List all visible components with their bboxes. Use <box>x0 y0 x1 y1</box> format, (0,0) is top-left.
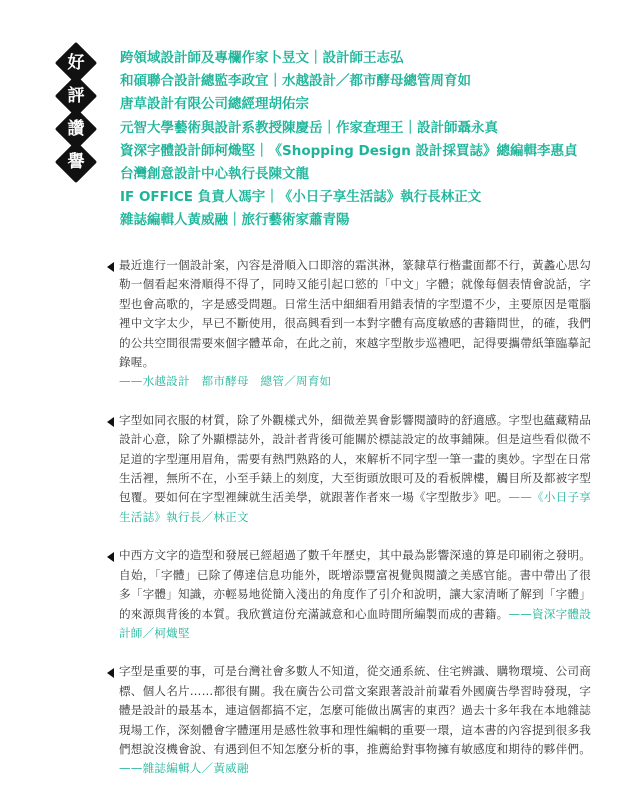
quote-list <box>107 256 591 798</box>
quote-attribution: ——雜誌編輯人／黃威融 <box>119 761 249 776</box>
praise-badge <box>55 141 97 183</box>
quote-block <box>107 662 591 778</box>
endorser-line: 唐草設計有限公司總經理胡佑宗 <box>120 96 309 113</box>
endorser-line: IF OFFICE 負責人馮宇｜《小日子享生活誌》執行長林正文 <box>120 189 482 206</box>
quote-attribution: ——《小日子享生活誌》執行長／林正文 <box>119 490 591 524</box>
quote-body: 最近進行一個設計案，內容是滑順入口即溶的霜淇淋，篆隸草行楷畫面都不行，黃蠡心思勾勒一個看起來滑順得不得了，同時又能引起口慾的「中文」字體；就像每個表情會說話，字型也會高歌的，字是感受問題。日常生活中細細看用錯表情的字型還不少，主要原因是電腦裡中文字太少，早已不斷使用，很高興看到一本對字體有高度敏感的書籍問世，的確，我們的公共空間很需要來個字體革命，在此之前，來越字型散步巡禮吧，記得要攜帶紙筆臨摹記錄喔。 <box>119 258 591 370</box>
endorser-line: 跨領域設計師及專欄作家卜昱文｜設計師王志弘 <box>120 50 404 66</box>
badge-char: 評 <box>67 85 85 106</box>
badge-char: 讚 <box>67 118 85 139</box>
endorser-line: 和碩聯合設計總監李政宜｜水越設計／都市酵母總管周育如 <box>120 73 471 90</box>
quote-text <box>119 662 591 778</box>
badge-char: 好 <box>67 52 85 73</box>
quote-attribution: ——資深字體設計師／柯熾堅 <box>119 606 591 640</box>
quote-body: 中西方文字的造型和發展已經超過了數千年歷史，其中最為影響深遠的算是印刷術之發明。自始，「字體」已除了傳達信息功能外，既增添豐富視覺與閱讀之美感官能。書中帶出了很多「字體」知識，亦輕易地從簡入淺出的角度作了引介和說明，讓大家清晰了解到「字體」的來源與背後的本質。我欣賞這份充滿誠意和心血時間所編製而成的書籍。 <box>119 548 591 621</box>
quote-text <box>119 546 591 643</box>
triangle-bullet-icon <box>107 417 114 427</box>
triangle-bullet-icon <box>107 552 114 562</box>
quote-block <box>107 546 591 643</box>
quote-block <box>107 256 591 392</box>
triangle-bullet-icon <box>107 262 114 272</box>
quote-attribution: ——水越設計 都市酵母 總管／周育如 <box>119 374 332 389</box>
quote-text <box>119 256 591 392</box>
triangle-bullet-icon <box>107 668 114 678</box>
quote-block <box>107 411 591 527</box>
quote-text <box>119 411 591 527</box>
endorser-line: 資深字體設計師柯熾堅｜《Shopping Design 設計採買誌》總編輯李惠貞 <box>120 142 578 159</box>
endorser-line: 台灣創意設計中心執行長陳文龍 <box>120 165 309 182</box>
quote-body: 字型是重要的事，可是台灣社會多數人不知道，從交通系統、住宅辨識、購物環境、公司商標、個人名片……都很有關。我在廣告公司當文案跟著設計前輩看外國廣告學習時發現，字體是設計的最基本，連這個都搞不定，怎麼可能做出厲害的東西？過去十多年我在本地雜誌現場工作，深刻體會字體運用是感性敘事和理性編輯的重要一環，這本書的內容提到很多我們想說沒機會說、有遇到但不知怎麼分析的事，推薦給對事物擁有敏感度和期待的夥伴們。 <box>119 664 591 756</box>
badge-char: 譽 <box>67 151 85 172</box>
endorser-list <box>120 47 620 233</box>
quote-body: 字型如同衣服的材質，除了外觀樣式外，細微差異會影響閱讀時的舒適感。字型也蘊藏精品設計心意，除了外顯標誌外，設計者背後可能關於標誌設定的故事鋪陳。但是這些看似微不足道的字型運用眉角，需要有熱門熟路的人，來解析不同字型一筆一畫的奧妙。字型在日常生活裡，無所不在，小至手錶上的刻度，大至街頭放眼可及的看板牌樓，觸目所及都被字型包覆。要如何在字型裡練就生活美學，就跟著作者來一場《字型散步》吧。 <box>119 412 591 505</box>
endorser-line: 元智大學藝術與設計系教授陳慶岳｜作家查理王｜設計師聶永真 <box>120 119 498 136</box>
praise-badge-column <box>59 48 93 180</box>
endorser-line: 雜誌編輯人黃威融｜旅行藝術家蕭青陽 <box>120 212 350 229</box>
